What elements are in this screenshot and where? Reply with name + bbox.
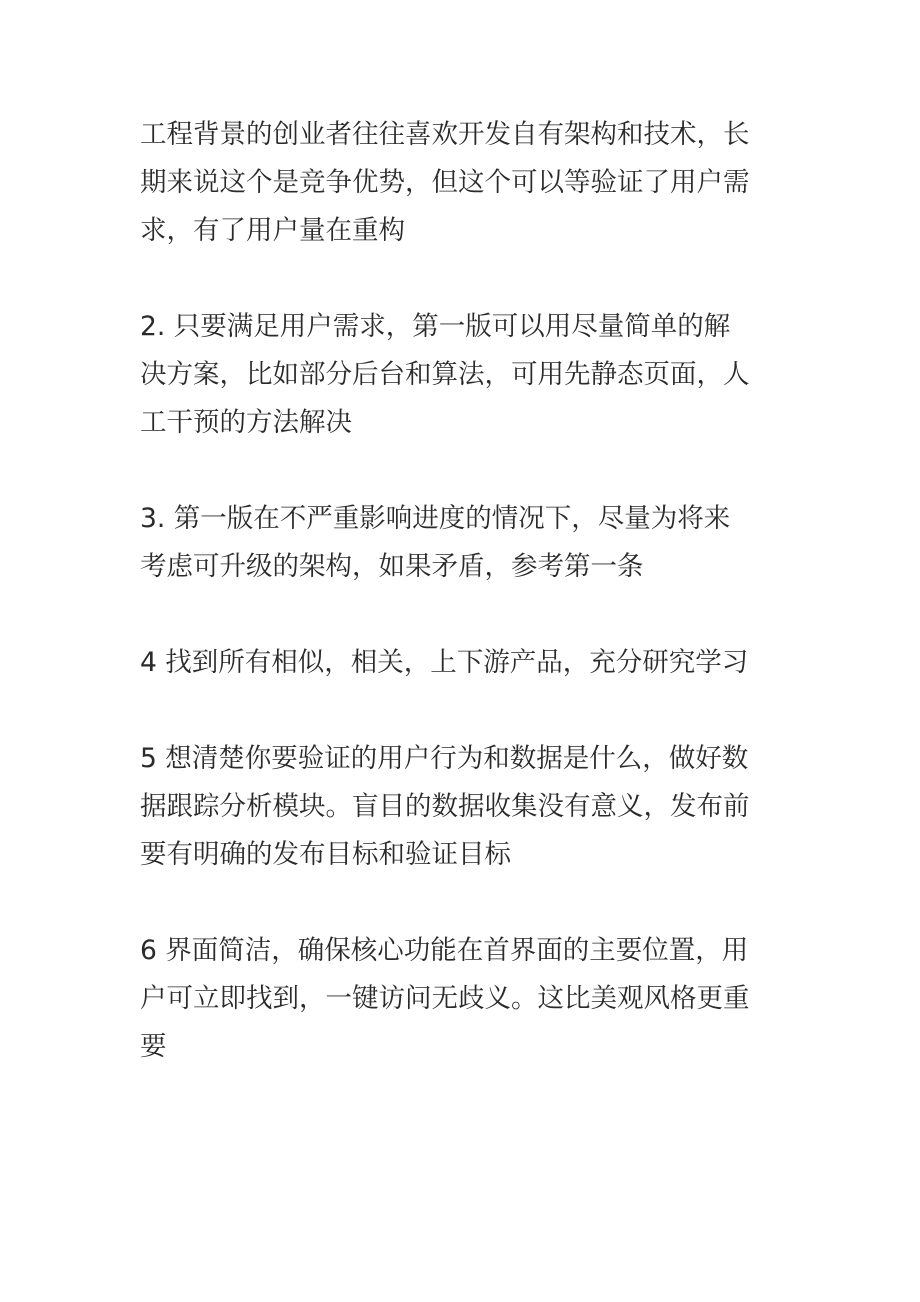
text-line: 5 想清楚你要验证的用户行为和数据是什么，做好数 [140,743,749,774]
text-line: 要有明确的发布目标和验证目标 [140,839,511,870]
paragraph [140,495,800,591]
text-line: 2. 只要满足用户需求，第一版可以用尽量简单的解 [140,311,731,342]
text-line: 3. 第一版在不严重影响进度的情况下，尽量为将来 [140,503,731,534]
paragraph [140,927,800,1071]
paragraph [140,303,800,447]
text-line: 要 [140,1031,167,1062]
paragraph [140,639,800,687]
text-line: 求，有了用户量在重构 [140,215,405,246]
text-line: 工程背景的创业者往往喜欢开发自有架构和技术，长 [140,119,750,150]
text-line: 工干预的方法解决 [140,407,352,438]
text-line: 4 找到所有相似，相关，上下游产品，充分研究学习 [140,647,749,678]
text-line: 决方案，比如部分后台和算法，可用先静态页面，人 [140,359,750,390]
text-line: 期来说这个是竞争优势，但这个可以等验证了用户需 [140,167,750,198]
document-body [140,111,800,1119]
text-line: 户可立即找到，一键访问无歧义。这比美观风格更重 [140,983,750,1014]
text-line: 6 界面简洁，确保核心功能在首界面的主要位置，用 [140,935,749,966]
paragraph [140,111,800,255]
text-line: 考虑可升级的架构，如果矛盾，参考第一条 [140,551,644,582]
paragraph [140,735,800,879]
text-line: 据跟踪分析模块。盲目的数据收集没有意义，发布前 [140,791,750,822]
